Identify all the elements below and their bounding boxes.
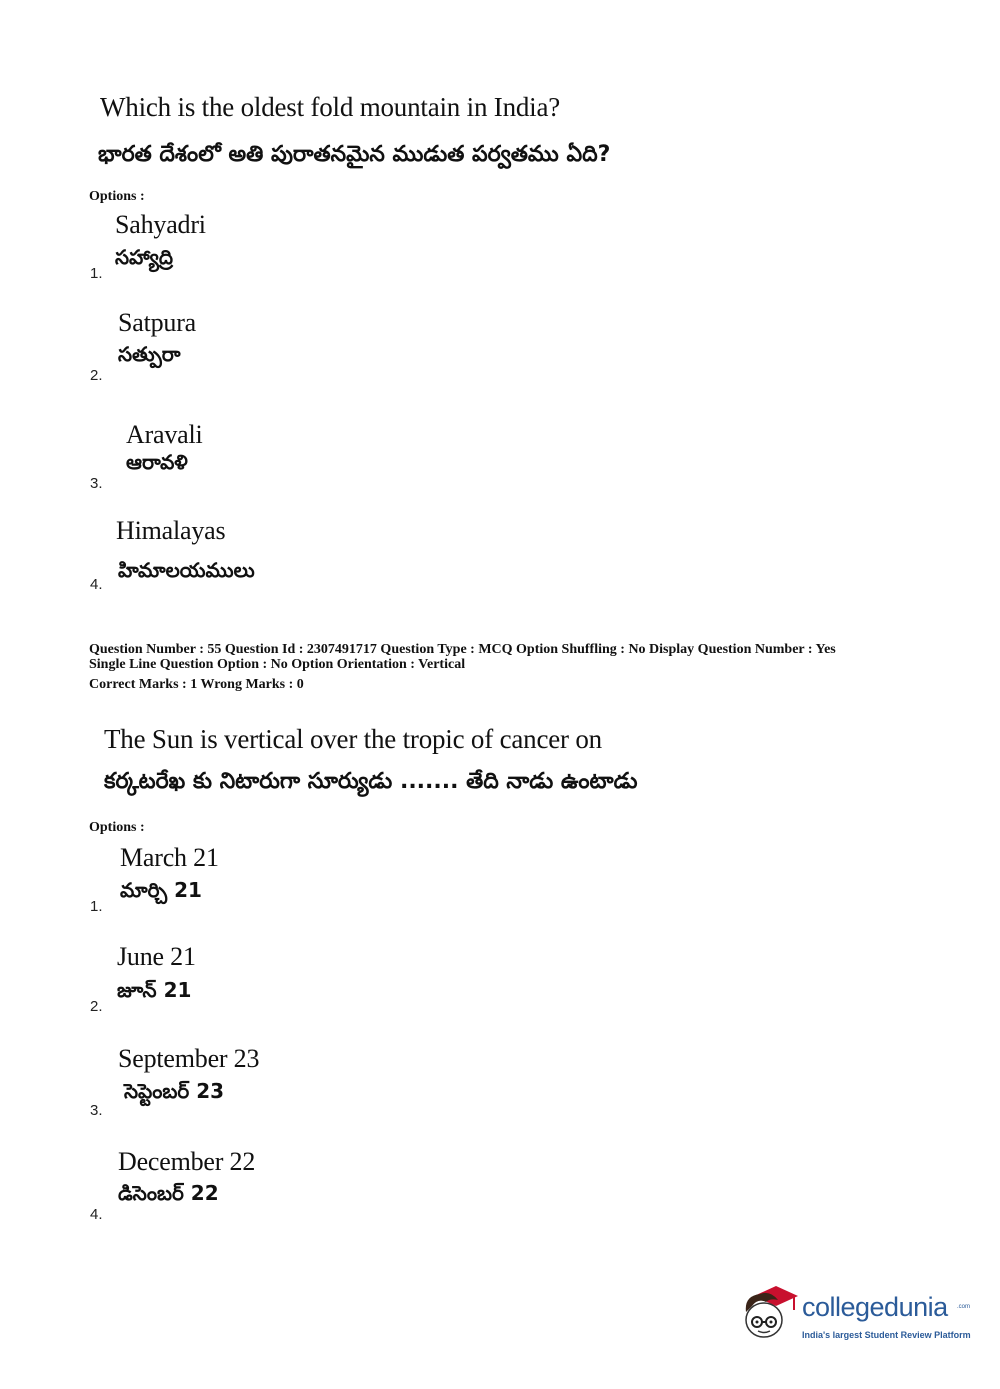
q1-option-4-te: హిమాలయములు (118, 558, 255, 582)
question-1-options-label: Options : (89, 189, 145, 204)
q1-option-1-en: Sahyadri (115, 210, 206, 239)
q1-option-3-te: ఆరావళి (126, 450, 188, 474)
q1-option-2-number: 2. (90, 367, 103, 384)
logo-tagline: India's largest Student Review Platform (802, 1330, 971, 1340)
question-2-text-te: కర్కటరేఖ కు నిటారుగా సూర్యుడు ....... తేది నాడు ఉంటాడు (104, 769, 638, 794)
q2-option-2-te: జూన్ 21 (117, 978, 192, 1002)
question-1-text-te: భారత దేశంలో అతి పురాతనమైన ముడుత పర్వతము ఏది? (98, 142, 611, 167)
q1-option-2-en: Satpura (118, 308, 197, 337)
q2-option-3-en: September 23 (118, 1044, 260, 1073)
q1-option-4-number: 4. (90, 576, 103, 593)
q2-option-1-en: March 21 (120, 843, 219, 872)
logo-wordmark: collegedunia (802, 1292, 948, 1322)
question-1-text-en: Which is the oldest fold mountain in India? (100, 92, 561, 122)
q2-option-3-te: సెప్టెంబర్ 23 (124, 1079, 225, 1103)
q2-option-2-en: June 21 (117, 942, 196, 971)
q2-option-1-te: మార్చి 21 (120, 878, 202, 902)
question-meta-line-3: Correct Marks : 1 Wrong Marks : 0 (89, 677, 304, 692)
mascot-icon (740, 1282, 802, 1352)
q1-option-3-number: 3. (90, 475, 103, 492)
q2-option-1-number: 1. (90, 898, 103, 915)
question-2-options-label: Options : (89, 820, 145, 835)
q1-option-2-te: సత్పురా (118, 342, 181, 366)
q1-option-1-number: 1. (90, 265, 103, 282)
question-meta-line-1: Question Number : 55 Question Id : 2307491717 Question Type : MCQ Option Shuffling : No Display Question Number : Yes (89, 642, 836, 657)
q2-option-4-number: 4. (90, 1206, 103, 1223)
q1-option-1-te: సహ్యాద్రి (115, 245, 173, 269)
q2-option-4-te: డిసెంబర్ 22 (118, 1181, 219, 1205)
q2-option-3-number: 3. (90, 1102, 103, 1119)
question-2-text-en: The Sun is vertical over the tropic of cancer on (104, 724, 602, 754)
q1-option-4-en: Himalayas (116, 516, 226, 545)
q1-option-3-en: Aravali (126, 420, 203, 449)
question-meta-line-2: Single Line Question Option : No Option Orientation : Vertical (89, 657, 466, 672)
q2-option-4-en: December 22 (118, 1147, 256, 1176)
logo-com-suffix: .com (957, 1304, 971, 1310)
collegedunia-logo (740, 1282, 970, 1352)
q2-option-2-number: 2. (90, 998, 103, 1015)
